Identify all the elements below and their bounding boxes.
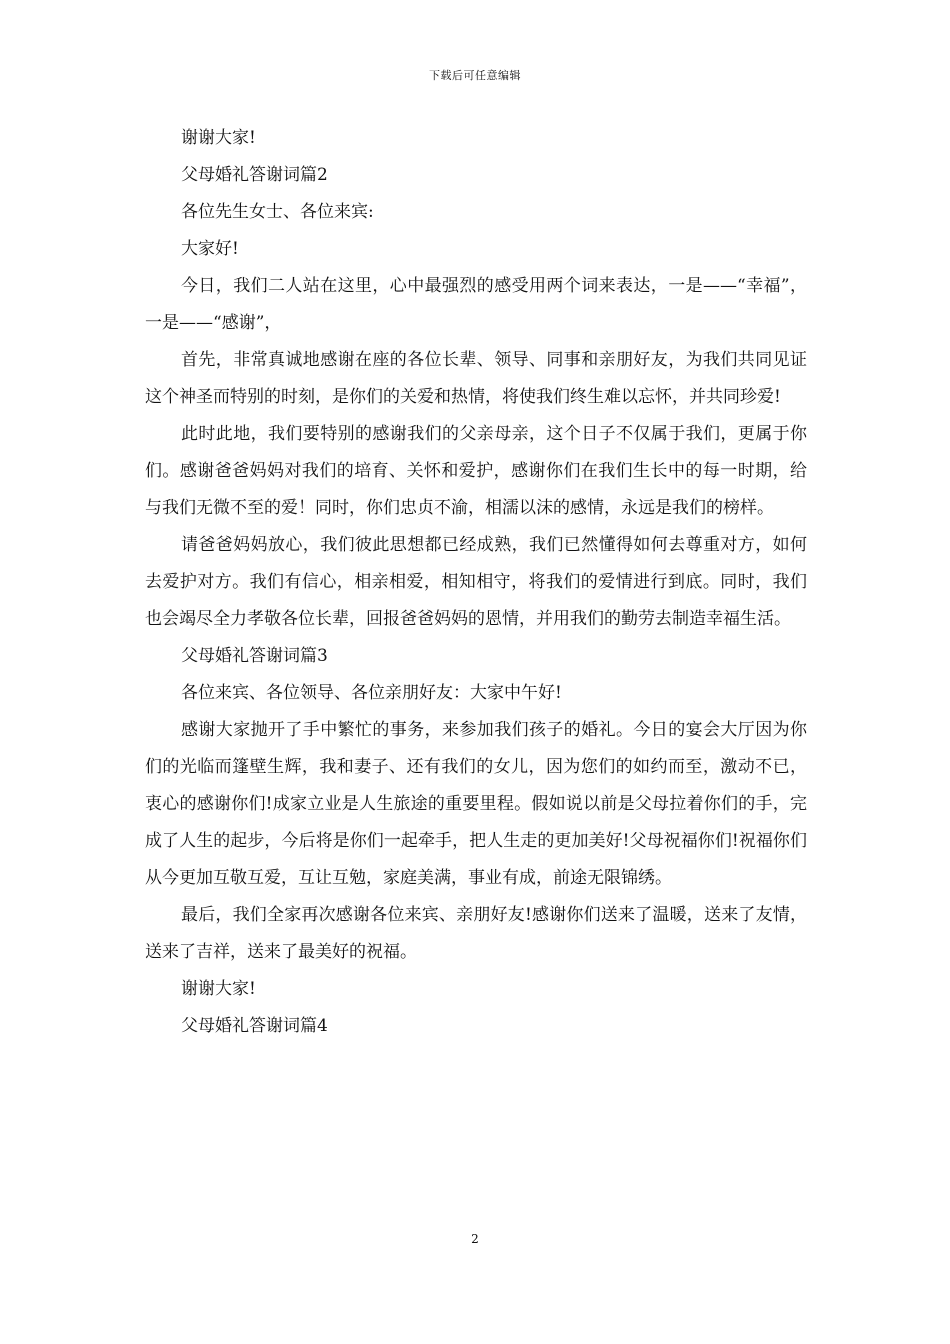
greeting: 大家好! bbox=[181, 239, 239, 259]
closing-thanks: 谢谢大家! bbox=[181, 128, 256, 148]
salutation: 各位先生女士、各位来宾: bbox=[181, 202, 374, 222]
body-paragraph: 今日，我们二人站在这里，心中最强烈的感受用两个词来表达，一是——“幸福”，一是——“感谢”， bbox=[145, 276, 807, 333]
body-paragraph: 感谢大家抛开了手中繁忙的事务，来参加我们孩子的婚礼。今日的宴会大厅因为你们的光临而篷壁生辉，我和妻子、还有我们的女儿，因为您们的如约而至，激动不已，衷心的感谢你们!成家立业是人生旅途的重要里程。假如说以前是父母拉着你们的手，完成了人生的起步，今后将是你们一起牵手，把人生走的更加美好!父母祝福你们!祝福你们从今更加互敬互爱，互让互勉，家庭美满，事业有成，前途无限锦绣。 bbox=[145, 720, 807, 888]
salutation: 各位来宾、各位领导、各位亲朋好友：大家中午好! bbox=[181, 683, 562, 703]
page-number: 2 bbox=[471, 1232, 479, 1246]
section-title: 父母婚礼答谢词篇3 bbox=[181, 646, 328, 666]
body-paragraph: 此时此地，我们要特别的感谢我们的父亲母亲，这个日子不仅属于我们，更属于你们。感谢爸爸妈妈对我们的培育、关怀和爱护，感谢你们在我们生长中的每一时期，给与我们无微不至的爱！同时，你们忠贞不渝，相濡以沫的感情，永远是我们的榜样。 bbox=[145, 424, 807, 518]
document-body bbox=[145, 120, 807, 1045]
body-paragraph: 最后，我们全家再次感谢各位来宾、亲朋好友!感谢你们送来了温暖，送来了友情，送来了吉祥，送来了最美好的祝福。 bbox=[145, 905, 807, 962]
page-header: 下载后可任意编辑 bbox=[429, 69, 521, 82]
body-paragraph: 请爸爸妈妈放心，我们彼此思想都已经成熟，我们已然懂得如何去尊重对方，如何去爱护对方。我们有信心，相亲相爱，相知相守，将我们的爱情进行到底。同时，我们也会竭尽全力孝敬各位长辈，回报爸爸妈妈的恩情，并用我们的勤劳去制造幸福生活。 bbox=[145, 535, 807, 629]
section-title: 父母婚礼答谢词篇2 bbox=[181, 165, 328, 185]
closing-thanks: 谢谢大家! bbox=[181, 979, 256, 999]
section-title: 父母婚礼答谢词篇4 bbox=[181, 1016, 328, 1036]
body-paragraph: 首先，非常真诚地感谢在座的各位长辈、领导、同事和亲朋好友，为我们共同见证这个神圣而特别的时刻，是你们的关爱和热情，将使我们终生难以忘怀，并共同珍爱! bbox=[145, 350, 807, 407]
